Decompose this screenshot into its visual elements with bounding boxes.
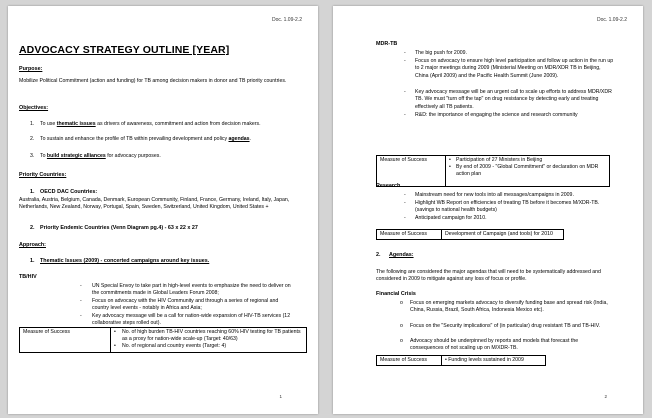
- mdr-bullet-1: The big push for 2009.: [415, 50, 467, 56]
- dash-bullet: -: [404, 50, 406, 56]
- measure-of-success-label: Measure of Success: [20, 328, 111, 353]
- financial-bullet-2: Focus on the "Security implications" of (in particular) drug resistant TB and TB-HIV.: [410, 323, 601, 329]
- dash-bullet: -: [404, 200, 406, 206]
- dash-bullet: -: [404, 192, 406, 198]
- circle-bullet-icon: o: [400, 300, 403, 306]
- approach-heading: Approach:: [19, 242, 46, 248]
- purpose-heading: Purpose:: [19, 66, 43, 72]
- measure-of-success-items: [111, 328, 307, 353]
- dash-bullet: -: [80, 298, 82, 304]
- measure-of-success-table: [376, 229, 564, 240]
- objective-number: 1.: [30, 121, 35, 127]
- research-heading: Research: [376, 183, 401, 189]
- objective-emphasis: thematic issues: [56, 121, 96, 127]
- circle-bullet-icon: o: [400, 323, 403, 329]
- tbhiv-bullet-3: Key advocacy message will be a call for nation-wide expansion of HIV-TB services (12 collaborative steps rolled out).: [92, 313, 291, 327]
- measure-of-success-table: [376, 355, 546, 366]
- dash-bullet: -: [404, 112, 406, 118]
- agendas-heading: 2. Agendas:: [376, 252, 414, 258]
- document-page-2: [333, 6, 643, 414]
- list-item: • No. of high burden TB-HIV countries reaching 60% HIV testing for TB patients as a proxy for nation-wide scale-up (Target: 40/63): [114, 329, 301, 343]
- measure-of-success-label: Measure of Success: [377, 230, 442, 240]
- financial-bullet-1: Focus on emerging markets advocacy to diversify funding base and spread risk (India, China, Russia, Brazil, South Africa, Indonesia Mexico etc).: [410, 300, 608, 314]
- thematic-heading: 1. Thematic Issues (2009) - concerted campaigns around key issues.: [30, 258, 210, 264]
- dash-bullet: -: [404, 89, 406, 95]
- research-bullet-1: Mainstream need for new tools into all messages/campaigns in 2009.: [415, 192, 574, 198]
- measure-of-success-items: [446, 156, 610, 187]
- research-bullet-3: Anticipated campaign for 2010.: [415, 215, 487, 221]
- document-page-1: [8, 6, 318, 414]
- measure-of-success-table: [376, 155, 610, 187]
- measure-of-success-value: • Funding levels sustained in 2009: [442, 356, 546, 366]
- circle-bullet-icon: o: [400, 338, 403, 344]
- objective-emphasis: agendas: [228, 136, 250, 142]
- objective-number: 3.: [30, 153, 35, 159]
- dash-bullet: -: [80, 313, 82, 319]
- mdr-bullet-2: Focus on advocacy to ensure high level participation and follow up action in the run up to 2 major meetings during 2009 (Ministerial Meeting on MDR/XDR TB in Beijing, China (April 2009) and the Pacific Health Summit (June 2009).: [415, 58, 614, 79]
- dash-bullet: -: [80, 283, 82, 289]
- page-title: ADVOCACY STRATEGY OUTLINE [YEAR]: [19, 44, 230, 56]
- measure-of-success-table: [19, 327, 307, 353]
- measure-of-success-value: Development of Campaign (and tools) for 2010: [442, 230, 564, 240]
- doc-reference: Doc. 1.09-2.2: [271, 17, 302, 23]
- purpose-text: Mobilize Political Commitment (action and funding) for TB among decision makers in donor and TB priority countries.: [19, 78, 287, 84]
- objective-number: 2.: [30, 136, 35, 142]
- tbhiv-bullet-1: UN Special Envoy to take part in high-level events to emphasize the need to deliver on the commitments made in Global Leaders Forum 2008;: [92, 283, 291, 297]
- objective-emphasis: build strategic alliances: [46, 153, 106, 159]
- objectives-heading: Objectives:: [19, 105, 49, 111]
- mdr-tb-heading: MDR-TB: [376, 41, 398, 47]
- agendas-text: The following are considered the major agendas that will need to be systematically addressed and considered in 2009 to mitigate against any loss of focus or profile.: [376, 269, 601, 283]
- financial-crisis-heading: Financial Crisis: [376, 291, 416, 297]
- objective-item-2: 2. To sustain and enhance the profile of TB within prevailing development and policy agendas.: [30, 136, 251, 142]
- list-item: • By end of 2009 - "Global Commitment" or declaration on MDR action plan: [449, 164, 599, 178]
- objective-item-1: 1. To use thematic issues as drivers of awareness, commitment and action from decision makers.: [30, 121, 261, 127]
- tbhiv-heading: TB/HIV: [19, 274, 37, 280]
- research-bullet-2: Highlight WB Report on efficiencies of treating TB before it becomes M/XDR-TB. (savings to national health budgets): [415, 200, 600, 214]
- mdr-bullet-3: Key advocacy message will be an urgent call to scale up efforts to address MDR/XDR TB. We must "turn off the tap" on drug resistance by detecting early and treating effectively all TB patients.: [415, 89, 612, 110]
- list-item: • No. of regional and country events (Target: 4): [114, 343, 227, 350]
- objective-item-3: 3. To build strategic alliances for advocacy purposes.: [30, 153, 161, 159]
- dash-bullet: -: [404, 215, 406, 221]
- dash-bullet: -: [404, 58, 406, 64]
- oecd-countries-text: Australia, Austria, Belgium, Canada, Denmark, European Community, Finland, France, Germany, Ireland, Italy, Japan, Netherlands, New Zealand, Norway, Portugal, Spain, Sweden, Switzerland, United Kingdom, United States +: [19, 197, 290, 211]
- mdr-bullet-4: R&D: the importance of engaging the science and research community: [415, 112, 578, 118]
- priority-countries-heading: Priority Countries:: [19, 172, 67, 178]
- financial-bullet-3: Advocacy should be underpinned by reports and models that forecast the consequences of not scaling up on M/XDR-TB.: [410, 338, 579, 352]
- page-number: 1: [279, 394, 282, 399]
- page-number: 2: [604, 394, 607, 399]
- measure-of-success-label: Measure of Success: [377, 156, 446, 187]
- list-item: • Participation of 27 Ministers in Beijing: [449, 157, 543, 163]
- measure-of-success-label: Measure of Success: [377, 356, 442, 366]
- oecd-heading: 1. OECD DAC Countries:: [30, 189, 98, 195]
- doc-reference: Doc. 1.09-2.2: [596, 17, 627, 23]
- tbhiv-bullet-2: Focus on advocacy with the HIV Community and through a series of regional and country level events - notably in Africa and Asia;: [92, 298, 279, 312]
- endemic-heading: 2. Priority Endemic Countries (Venn Diagram pg.4) - 63 x 22 x 27: [30, 225, 198, 231]
